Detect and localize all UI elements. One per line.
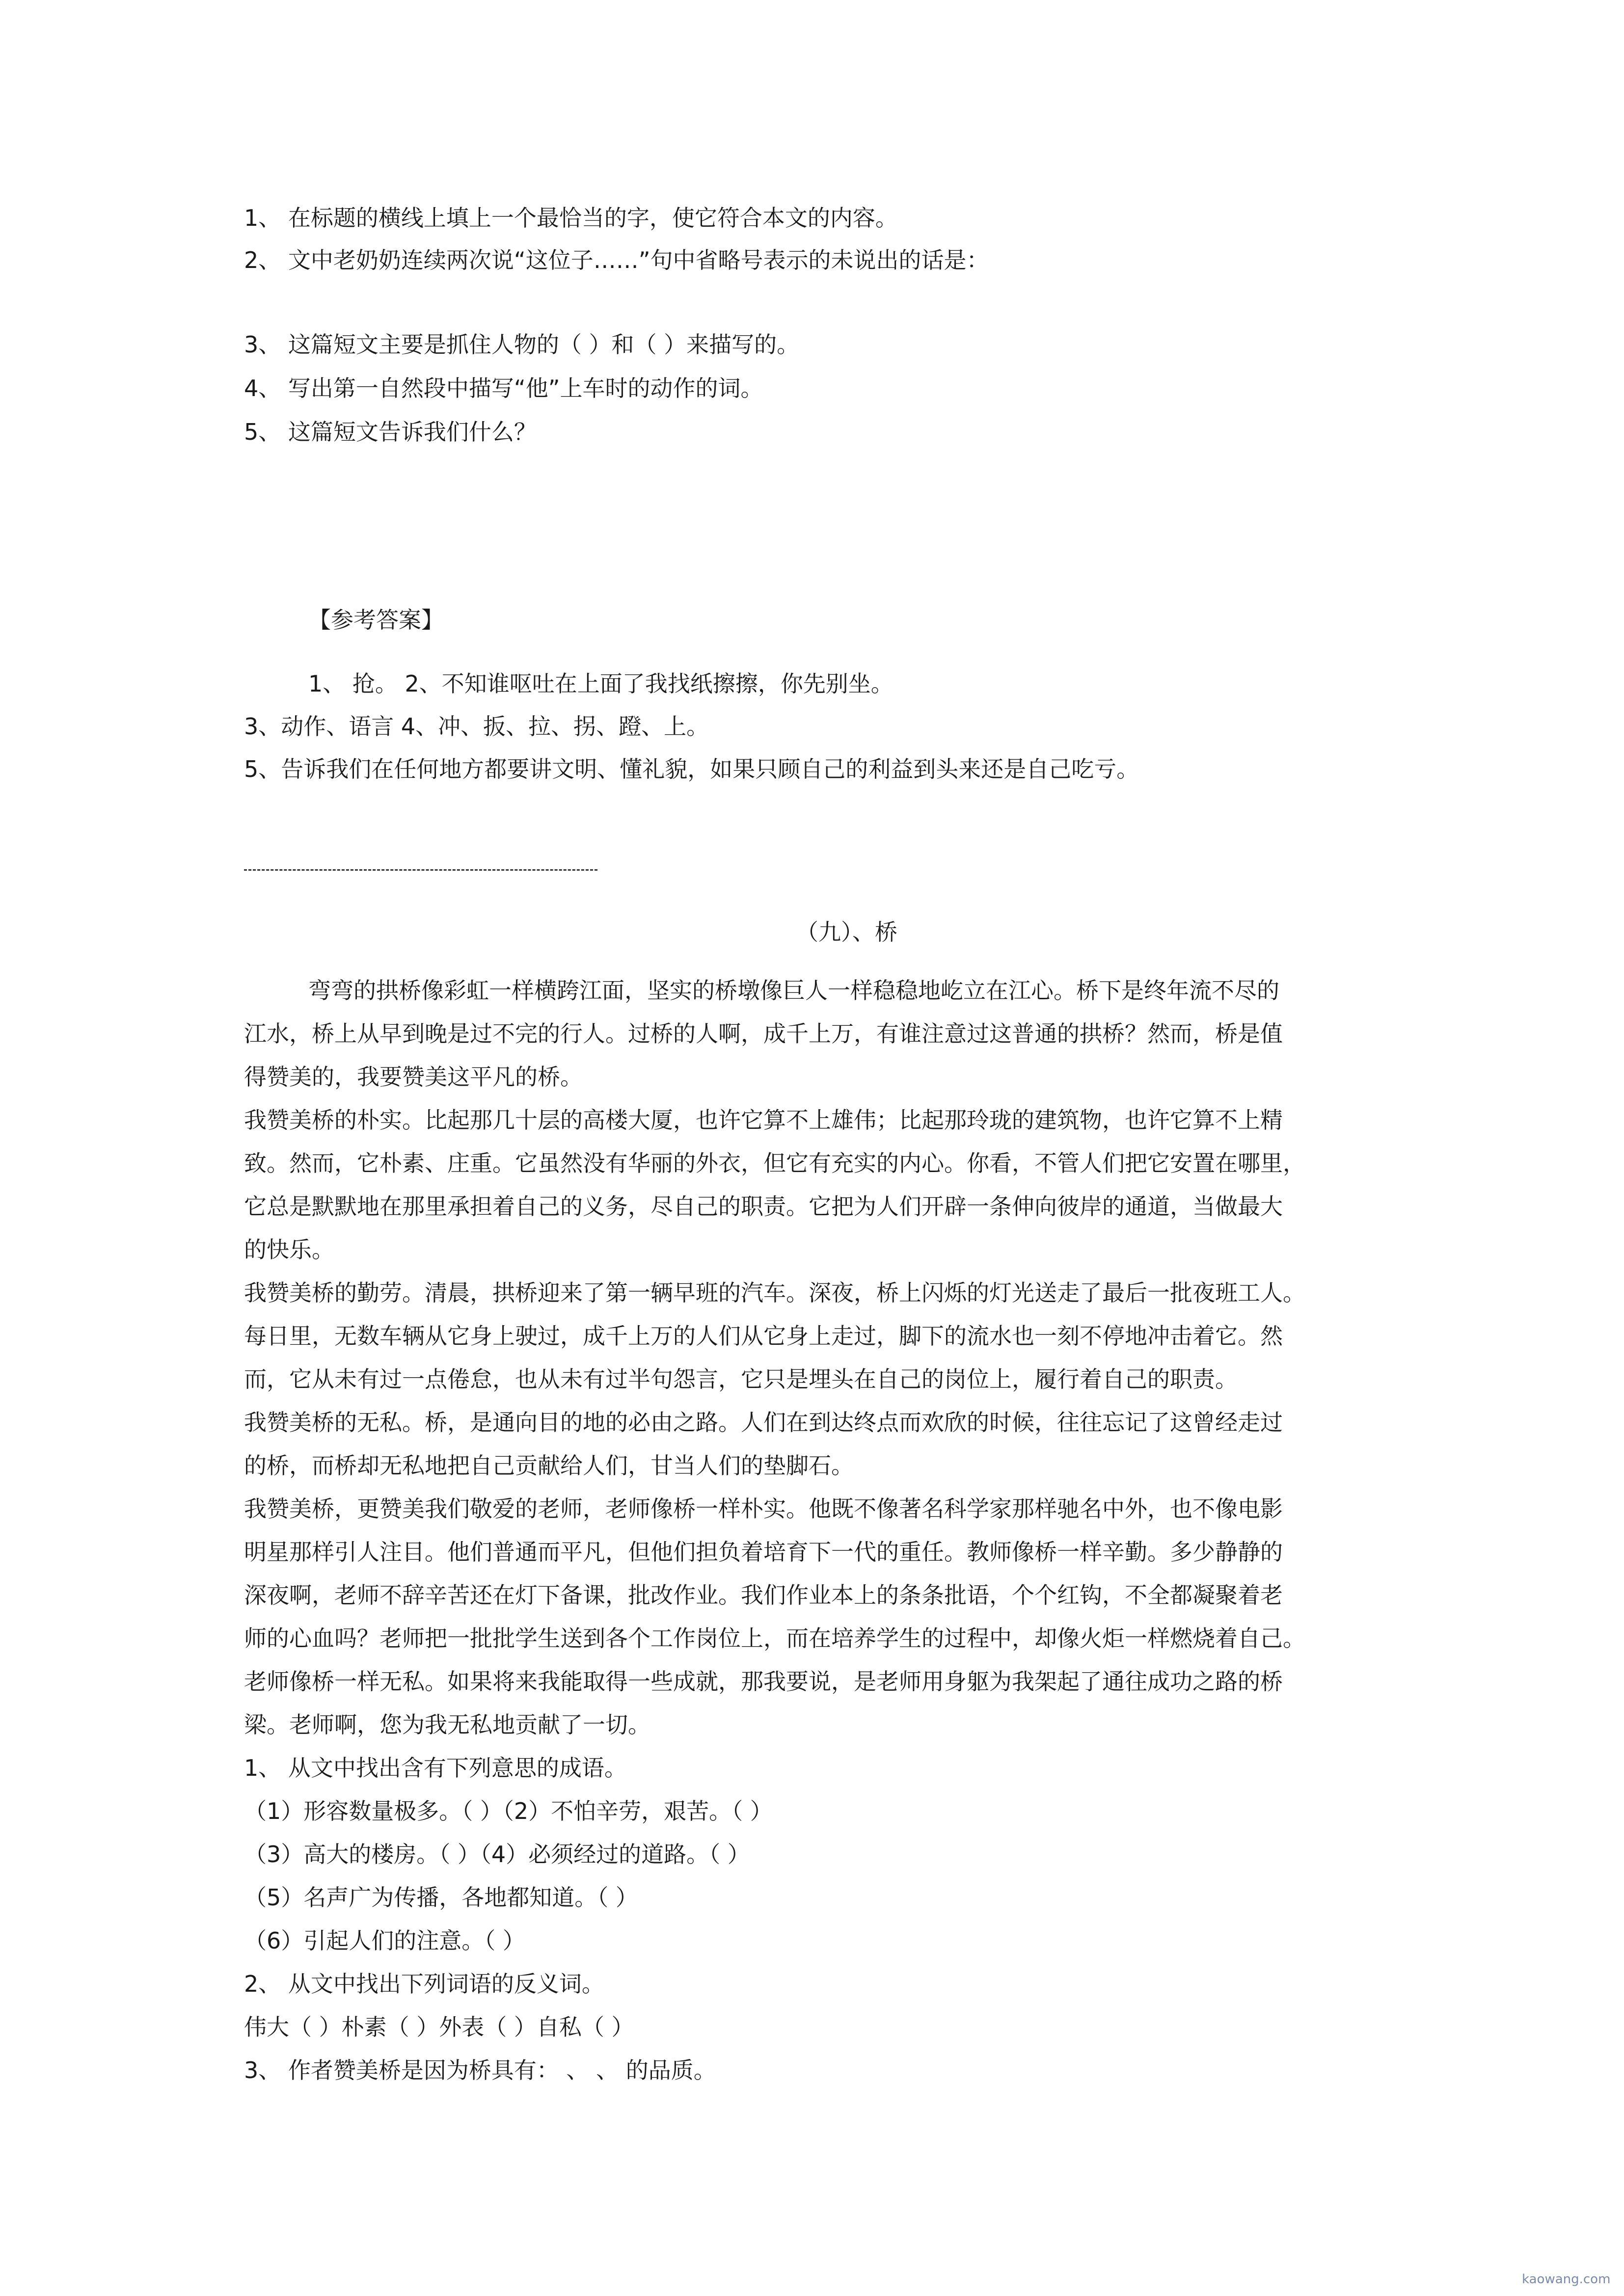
section-divider (244, 869, 597, 871)
answers-heading: 【参考答案】 (308, 607, 444, 633)
passage-line: 我赞美桥的朴实。比起那几十层的高楼大厦，也许它算不上雄伟；比起那玲珑的建筑物，也许它算不上精 (244, 1107, 1283, 1133)
passage-line: 的快乐。 (244, 1236, 334, 1263)
passage-line: 而，它从未有过一点倦怠，也从未有过半句怨言，它只是埋头在自己的岗位上，履行着自己的职责。 (244, 1366, 1238, 1392)
section-title: （九）、桥 (796, 919, 897, 945)
exercise-line: （3）高大的楼房。（ ）（4）必须经过的道路。（ ） (244, 1841, 750, 1868)
passage-line: 它总是默默地在那里承担着自己的义务，尽自己的职责。它把为人们开辟一条伸向彼岸的通道，当做最大 (244, 1193, 1283, 1220)
exercise-line: （1）形容数量极多。（ ）（2）不怕辛劳，艰苦。（ ） (244, 1798, 773, 1824)
passage-line: 明星那样引人注目。他们普通而平凡，但他们担负着培育下一代的重任。教师像桥一样辛勤。多少静静的 (244, 1539, 1283, 1565)
passage-line: 老师像桥一样无私。如果将来我能取得一些成就，那我要说，是老师用身躯为我架起了通往成功之路的桥 (244, 1668, 1283, 1695)
exercise-line: 2、 从文中找出下列词语的反义词。 (244, 1971, 604, 1997)
question-2: 2、 文中老奶奶连续两次说“这位子……”句中省略号表示的未说出的话是： (244, 247, 989, 273)
question-4: 4、 写出第一自然段中描写“他”上车时的动作的词。 (244, 375, 763, 401)
passage-line: 弯弯的拱桥像彩虹一样横跨江面，坚实的桥墩像巨人一样稳稳地屹立在江心。桥下是终年流不尽的 (308, 977, 1279, 1004)
passage-line: 深夜啊，老师不辞辛苦还在灯下备课，批改作业。我们作业本上的条条批语，个个红钩，不全都凝聚着老 (244, 1582, 1283, 1608)
passage-line: 的桥，而桥却无私地把自己贡献给人们，甘当人们的垫脚石。 (244, 1452, 854, 1479)
exercise-line: 伟大（ ）朴素（ ）外表（ ）自私（ ） (244, 2014, 634, 2040)
exercise-line: 3、 作者赞美桥是因为桥具有： 、 、 的品质。 (244, 2057, 716, 2083)
exercise-line: （6）引起人们的注意。（ ） (244, 1927, 525, 1954)
passage-line: 我赞美桥，更赞美我们敬爱的老师，老师像桥一样朴实。他既不像著名科学家那样驰名中外，也不像电影 (244, 1495, 1283, 1522)
exercise-line: 1、 从文中找出含有下列意思的成语。 (244, 1755, 627, 1781)
passage-line: 师的心血吗？老师把一批批学生送到各个工作岗位上，而在培养学生的过程中，却像火炬一样燃烧着自己。 (244, 1625, 1305, 1652)
watermark: kaowang.com (1522, 2272, 1611, 2287)
passage-line: 我赞美桥的无私。桥，是通向目的地的必由之路。人们在到达终点而欢欣的时候，往往忘记了这曾经走过 (244, 1409, 1283, 1436)
passage-line: 梁。老师啊，您为我无私地贡献了一切。 (244, 1711, 650, 1738)
passage-line: 得赞美的，我要赞美这平凡的桥。 (244, 1064, 583, 1090)
question-5: 5、 这篇短文告诉我们什么？ (244, 419, 537, 445)
question-3: 3、 这篇短文主要是抓住人物的（ ）和（ ）来描写的。 (244, 331, 800, 358)
answer-line: 1、 抢。 2、不知谁呕吐在上面了我找纸擦擦，你先别坐。 (308, 670, 893, 697)
answer-line: 5、告诉我们在任何地方都要讲文明、懂礼貌，如果只顾自己的利益到头来还是自己吃亏。 (244, 756, 1139, 782)
question-1: 1、 在标题的横线上填上一个最恰当的字，使它符合本文的内容。 (244, 205, 898, 231)
passage-line: 江水，桥上从早到晚是过不完的行人。过桥的人啊，成千上万，有谁注意过这普通的拱桥？然而，桥是值 (244, 1020, 1283, 1047)
passage-line: 我赞美桥的勤劳。清晨，拱桥迎来了第一辆早班的汽车。深夜，桥上闪烁的灯光送走了最后一批夜班工人。 (244, 1280, 1305, 1306)
passage-line: 每日里，无数车辆从它身上驶过，成千上万的人们从它身上走过，脚下的流水也一刻不停地冲击着它。然 (244, 1323, 1283, 1349)
passage-line: 致。然而，它朴素、庄重。它虽然没有华丽的外衣，但它有充实的内心。你看，不管人们把它安置在哪里， (244, 1150, 1305, 1176)
answer-line: 3、动作、语言 4、冲、扳、拉、拐、蹬、上。 (244, 713, 709, 740)
exercise-line: （5）名声广为传播，各地都知道。（ ） (244, 1884, 638, 1911)
